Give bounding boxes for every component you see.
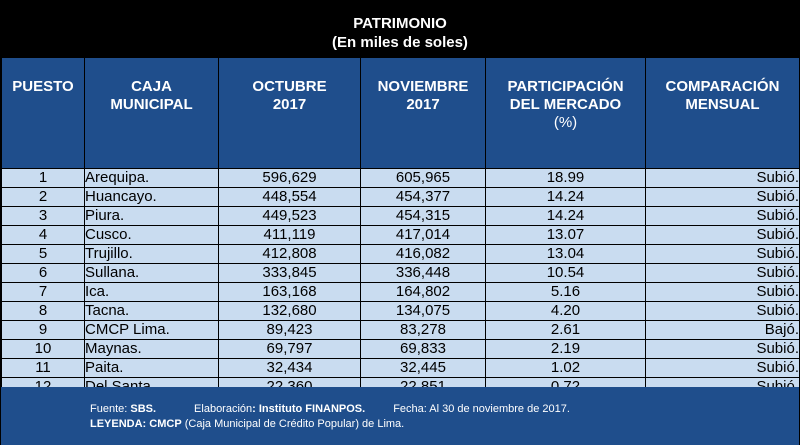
- cell-noviembre: 32,445: [361, 359, 486, 378]
- cell-caja: CMCP Lima.: [85, 321, 219, 340]
- cell-puesto: 7: [2, 283, 85, 302]
- table-row: [2, 207, 800, 226]
- table-row: [2, 359, 800, 378]
- cell-participacion: 2.19: [486, 340, 646, 359]
- cell-puesto: 2: [2, 188, 85, 207]
- cell-octubre: 448,554: [219, 188, 361, 207]
- table-row: [2, 340, 800, 359]
- header-caja-line2: MUNICIPAL: [110, 96, 193, 113]
- title-block: [0, 14, 800, 52]
- header-noviembre-line1: NOVIEMBRE: [377, 78, 469, 95]
- table-row: [2, 302, 800, 321]
- header-puesto: [2, 58, 85, 169]
- header-caja-line1: CAJA: [131, 78, 172, 95]
- header-participacion-line3: (%): [553, 114, 578, 131]
- leyenda-label: LEYENDA: CMCP: [90, 418, 182, 430]
- table-row: [2, 188, 800, 207]
- cell-octubre: 163,168: [219, 283, 361, 302]
- cell-noviembre: 454,315: [361, 207, 486, 226]
- cell-caja: Sullana.: [85, 264, 219, 283]
- table-row: [2, 245, 800, 264]
- cell-caja: Paita.: [85, 359, 219, 378]
- cell-caja: Arequipa.: [85, 169, 219, 188]
- cell-caja: Piura.: [85, 207, 219, 226]
- cell-octubre: 89,423: [219, 321, 361, 340]
- cell-comparacion: Bajó.: [646, 321, 800, 340]
- header-participacion-line1: PARTICIPACIÓN: [507, 78, 624, 95]
- cell-octubre: 132,680: [219, 302, 361, 321]
- header-comparacion-line2: MENSUAL: [685, 96, 760, 113]
- table-row: [2, 169, 800, 188]
- cell-participacion: 5.16: [486, 283, 646, 302]
- cell-noviembre: 164,802: [361, 283, 486, 302]
- cell-noviembre: 69,833: [361, 340, 486, 359]
- footer-notes: [1, 387, 799, 445]
- header-noviembre: [361, 58, 486, 169]
- elaboracion-value: : Instituto FINANPOS.: [252, 403, 366, 415]
- header-row: [2, 58, 800, 169]
- cell-comparacion: Subió.: [646, 264, 800, 283]
- cell-caja: Maynas.: [85, 340, 219, 359]
- cell-noviembre: 134,075: [361, 302, 486, 321]
- footer-line-2: [90, 417, 404, 432]
- cell-noviembre: 336,448: [361, 264, 486, 283]
- table-row: [2, 283, 800, 302]
- chart-title: PATRIMONIO: [353, 15, 447, 32]
- header-octubre: [219, 58, 361, 169]
- table-row: [2, 321, 800, 340]
- cell-comparacion: Subió.: [646, 169, 800, 188]
- header-noviembre-line2: 2017: [406, 96, 440, 113]
- cell-puesto: 4: [2, 226, 85, 245]
- cell-comparacion: Subió.: [646, 245, 800, 264]
- cell-comparacion: Subió.: [646, 207, 800, 226]
- cell-octubre: 412,808: [219, 245, 361, 264]
- cell-octubre: 411,119: [219, 226, 361, 245]
- header-puesto-label: PUESTO: [12, 78, 74, 95]
- table-body: [2, 169, 800, 397]
- elaboracion-label: Elaboración: [194, 403, 253, 415]
- cell-comparacion: Subió.: [646, 340, 800, 359]
- cell-participacion: 4.20: [486, 302, 646, 321]
- cell-participacion: 13.07: [486, 226, 646, 245]
- cell-participacion: 14.24: [486, 207, 646, 226]
- cell-noviembre: 83,278: [361, 321, 486, 340]
- cell-puesto: 3: [2, 207, 85, 226]
- table-row: [2, 226, 800, 245]
- header-comparacion: [646, 58, 800, 169]
- cell-octubre: 69,797: [219, 340, 361, 359]
- cell-participacion: 10.54: [486, 264, 646, 283]
- cell-caja: Trujillo.: [85, 245, 219, 264]
- cell-participacion: 2.61: [486, 321, 646, 340]
- cell-puesto: 11: [2, 359, 85, 378]
- cell-comparacion: Subió.: [646, 302, 800, 321]
- cell-puesto: 10: [2, 340, 85, 359]
- cell-participacion: 13.04: [486, 245, 646, 264]
- fuente-value: SBS.: [130, 403, 157, 415]
- header-caja: [85, 58, 219, 169]
- fecha-note: Fecha: Al 30 de noviembre de 2017.: [393, 403, 570, 415]
- cell-caja: Huancayo.: [85, 188, 219, 207]
- cell-puesto: 1: [2, 169, 85, 188]
- cell-puesto: 5: [2, 245, 85, 264]
- cell-comparacion: Subió.: [646, 226, 800, 245]
- cell-comparacion: Subió.: [646, 188, 800, 207]
- header-participacion: [486, 58, 646, 169]
- cell-participacion: 1.02: [486, 359, 646, 378]
- cell-comparacion: Subió.: [646, 283, 800, 302]
- header-octubre-line2: 2017: [272, 96, 307, 113]
- cell-puesto: 9: [2, 321, 85, 340]
- chart-subtitle: (En miles de soles): [332, 34, 468, 51]
- cell-noviembre: 416,082: [361, 245, 486, 264]
- cell-comparacion: Subió.: [646, 359, 800, 378]
- cell-octubre: 449,523: [219, 207, 361, 226]
- header-participacion-line2: DEL MERCADO: [509, 96, 622, 113]
- cell-participacion: 14.24: [486, 188, 646, 207]
- cell-noviembre: 417,014: [361, 226, 486, 245]
- cell-caja: Tacna.: [85, 302, 219, 321]
- leyenda-value: (Caja Municipal de Crédito Popular) de Lima.: [181, 418, 405, 430]
- cell-noviembre: 454,377: [361, 188, 486, 207]
- header-comparacion-line1: COMPARACIÓN: [665, 78, 780, 95]
- fuente-label: Fuente:: [90, 403, 131, 415]
- footer-line-1: [90, 402, 570, 417]
- cell-caja: Ica.: [85, 283, 219, 302]
- header-octubre-line1: OCTUBRE: [252, 78, 327, 95]
- cell-octubre: 32,434: [219, 359, 361, 378]
- cell-noviembre: 605,965: [361, 169, 486, 188]
- cell-participacion: 18.99: [486, 169, 646, 188]
- patrimonio-table: [1, 57, 800, 397]
- cell-puesto: 6: [2, 264, 85, 283]
- table-row: [2, 264, 800, 283]
- cell-caja: Cusco.: [85, 226, 219, 245]
- cell-octubre: 333,845: [219, 264, 361, 283]
- cell-puesto: 8: [2, 302, 85, 321]
- cell-octubre: 596,629: [219, 169, 361, 188]
